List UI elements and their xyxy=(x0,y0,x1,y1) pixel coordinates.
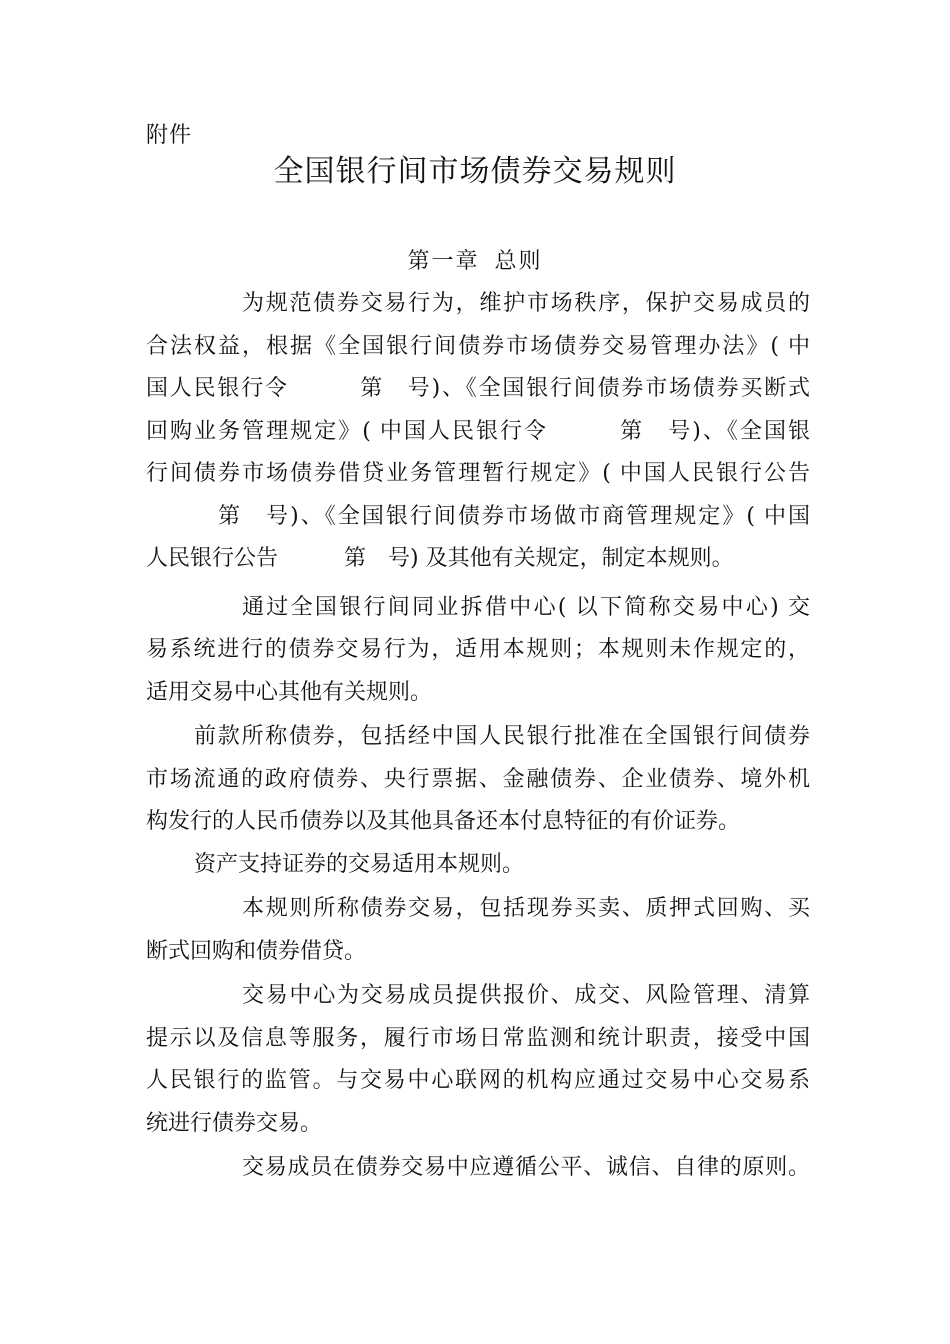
attachment-label: 附件 xyxy=(146,123,193,148)
body-line: 为规范债券交易行为，维护市场秩序，保护交易成员的 xyxy=(242,291,810,316)
body-line: 国人民银行令 第 号)、《全国银行间债券市场债券买断式 xyxy=(146,376,810,401)
body-line: 人民银行的监管。与交易中心联网的机构应通过交易中心交易系 xyxy=(146,1068,810,1093)
body-line: 人民银行公告 第 号) 及其他有关规定，制定本规则。 xyxy=(146,546,734,571)
body-line: 前款所称债券，包括经中国人民银行批准在全国银行间债券 xyxy=(194,724,810,749)
body-line: 合法权益，根据《全国银行间债券市场债券交易管理办法》( 中 xyxy=(146,334,810,359)
body-line: 统进行债券交易。 xyxy=(146,1111,323,1136)
body-line: 行间债券市场债券借贷业务管理暂行规定》( 中国人民银行公告 xyxy=(146,461,810,486)
body-line: 交易中心为交易成员提供报价、成交、风险管理、清算 xyxy=(242,983,810,1008)
body-line: 易系统进行的债券交易行为，适用本规则；本规则未作规定的， xyxy=(146,637,810,662)
body-line: 构发行的人民币债券以及其他具备还本付息特征的有价证券。 xyxy=(146,809,741,834)
body-line: 适用交易中心其他有关规则。 xyxy=(146,680,433,705)
body-line: 第 号)、《全国银行间债券市场做市商管理规定》( 中国 xyxy=(218,504,810,529)
body-line: 交易成员在债券交易中应遵循公平、诚信、自律的原则。 xyxy=(242,1155,810,1180)
body-line: 本规则所称债券交易，包括现券买卖、质押式回购、买 xyxy=(242,896,810,921)
body-line: 回购业务管理规定》( 中国人民银行令 第 号)、《全国银 xyxy=(146,419,810,444)
body-line: 资产支持证券的交易适用本规则。 xyxy=(194,852,525,877)
document-title: 全国银行间市场债券交易规则 xyxy=(273,154,677,189)
body-line: 市场流通的政府债券、央行票据、金融债券、企业债券、境外机 xyxy=(146,767,810,792)
chapter-heading: 第一章 总则 xyxy=(407,249,543,274)
body-line: 提示以及信息等服务，履行市场日常监测和统计职责，接受中国 xyxy=(146,1026,810,1051)
body-line: 通过全国银行间同业拆借中心( 以下简称交易中心) 交 xyxy=(242,595,810,620)
body-line: 断式回购和债券借贷。 xyxy=(146,939,367,964)
